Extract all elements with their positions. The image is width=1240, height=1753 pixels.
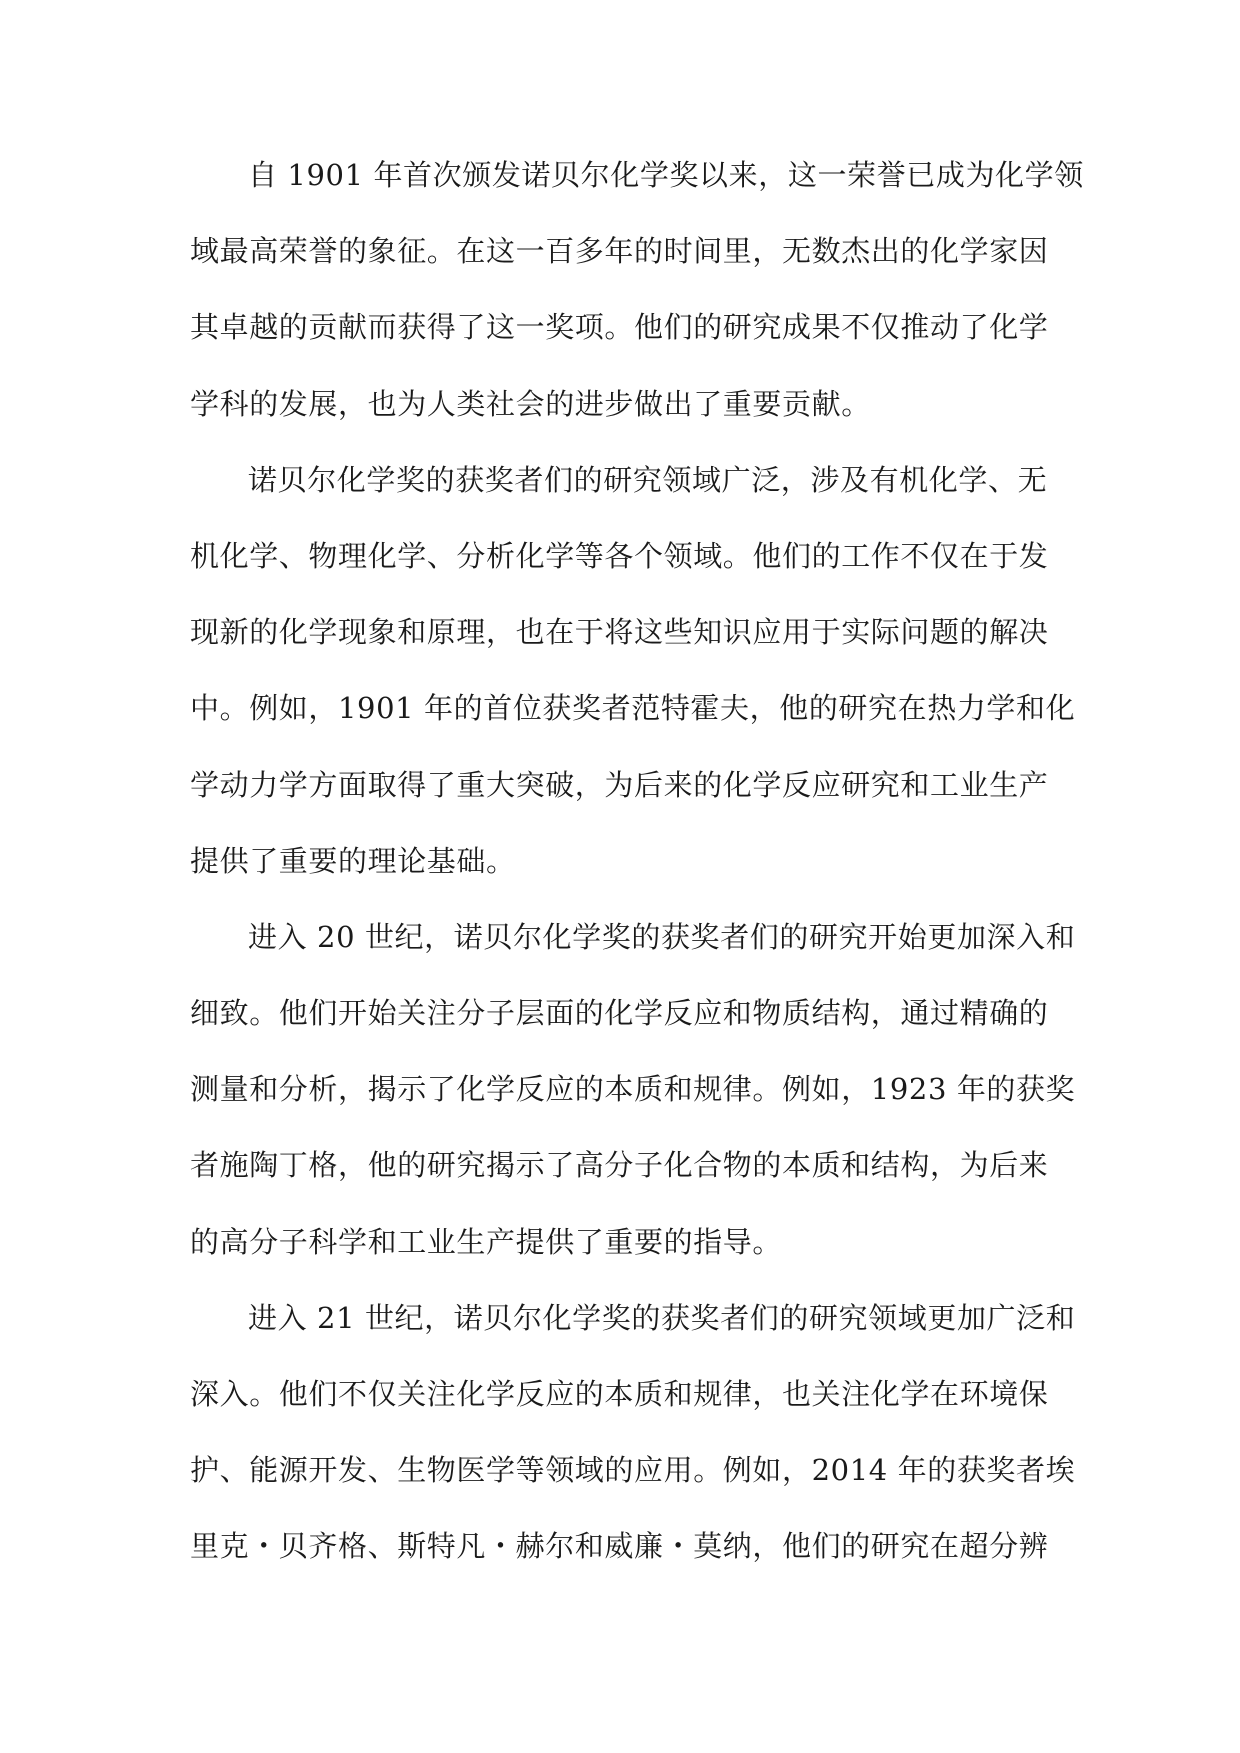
text-line: 机化学、物理化学、分析化学等各个领域。他们的工作不仅在于发 bbox=[190, 538, 1049, 573]
text-line: 其卓越的贡献而获得了这一奖项。他们的研究成果不仅推动了化学 bbox=[190, 310, 1049, 345]
paragraph-3 bbox=[190, 899, 1076, 1280]
text-line: 中。例如，1901 年的首位获奖者范特霍夫，他的研究在热力学和化 bbox=[190, 691, 1076, 726]
text-line: 提供了重要的理论基础。 bbox=[190, 843, 516, 878]
text-line: 诺贝尔化学奖的获奖者们的研究领域广泛，涉及有机化学、无 bbox=[248, 462, 1048, 497]
paragraph-4 bbox=[190, 1280, 1076, 1585]
text-line: 深入。他们不仅关注化学反应的本质和规律，也关注化学在环境保 bbox=[190, 1377, 1049, 1411]
text-line: 学科的发展，也为人类社会的进步做出了重要贡献。 bbox=[190, 386, 871, 421]
text-line: 测量和分析，揭示了化学反应的本质和规律。例如，1923 年的获奖 bbox=[190, 1072, 1076, 1107]
document-body bbox=[190, 137, 1084, 1585]
text-line: 的高分子科学和工业生产提供了重要的指导。 bbox=[190, 1224, 783, 1259]
text-line: 进入 20 世纪，诺贝尔化学奖的获奖者们的研究开始更加深入和 bbox=[248, 919, 1076, 954]
text-line: 里克・贝齐格、斯特凡・赫尔和威廉・莫纳，他们的研究在超分辨 bbox=[190, 1529, 1049, 1564]
text-line: 现新的化学现象和原理，也在于将这些知识应用于实际问题的解决 bbox=[190, 615, 1049, 650]
text-line: 护、能源开发、生物医学等领域的应用。例如，2014 年的获奖者埃 bbox=[190, 1453, 1076, 1488]
text-line: 进入 21 世纪，诺贝尔化学奖的获奖者们的研究领域更加广泛和 bbox=[248, 1300, 1076, 1335]
paragraph-1 bbox=[190, 137, 1084, 442]
text-line: 自 1901 年首次颁发诺贝尔化学奖以来，这一荣誉已成为化学领 bbox=[248, 158, 1084, 192]
text-line: 者施陶丁格，他的研究揭示了高分子化合物的本质和结构，为后来 bbox=[190, 1148, 1049, 1183]
paragraph-2 bbox=[190, 442, 1076, 899]
text-line: 细致。他们开始关注分子层面的化学反应和物质结构，通过精确的 bbox=[190, 996, 1049, 1031]
text-line: 域最高荣誉的象征。在这一百多年的时间里，无数杰出的化学家因 bbox=[190, 234, 1049, 269]
text-line: 学动力学方面取得了重大突破，为后来的化学反应研究和工业生产 bbox=[190, 767, 1049, 802]
